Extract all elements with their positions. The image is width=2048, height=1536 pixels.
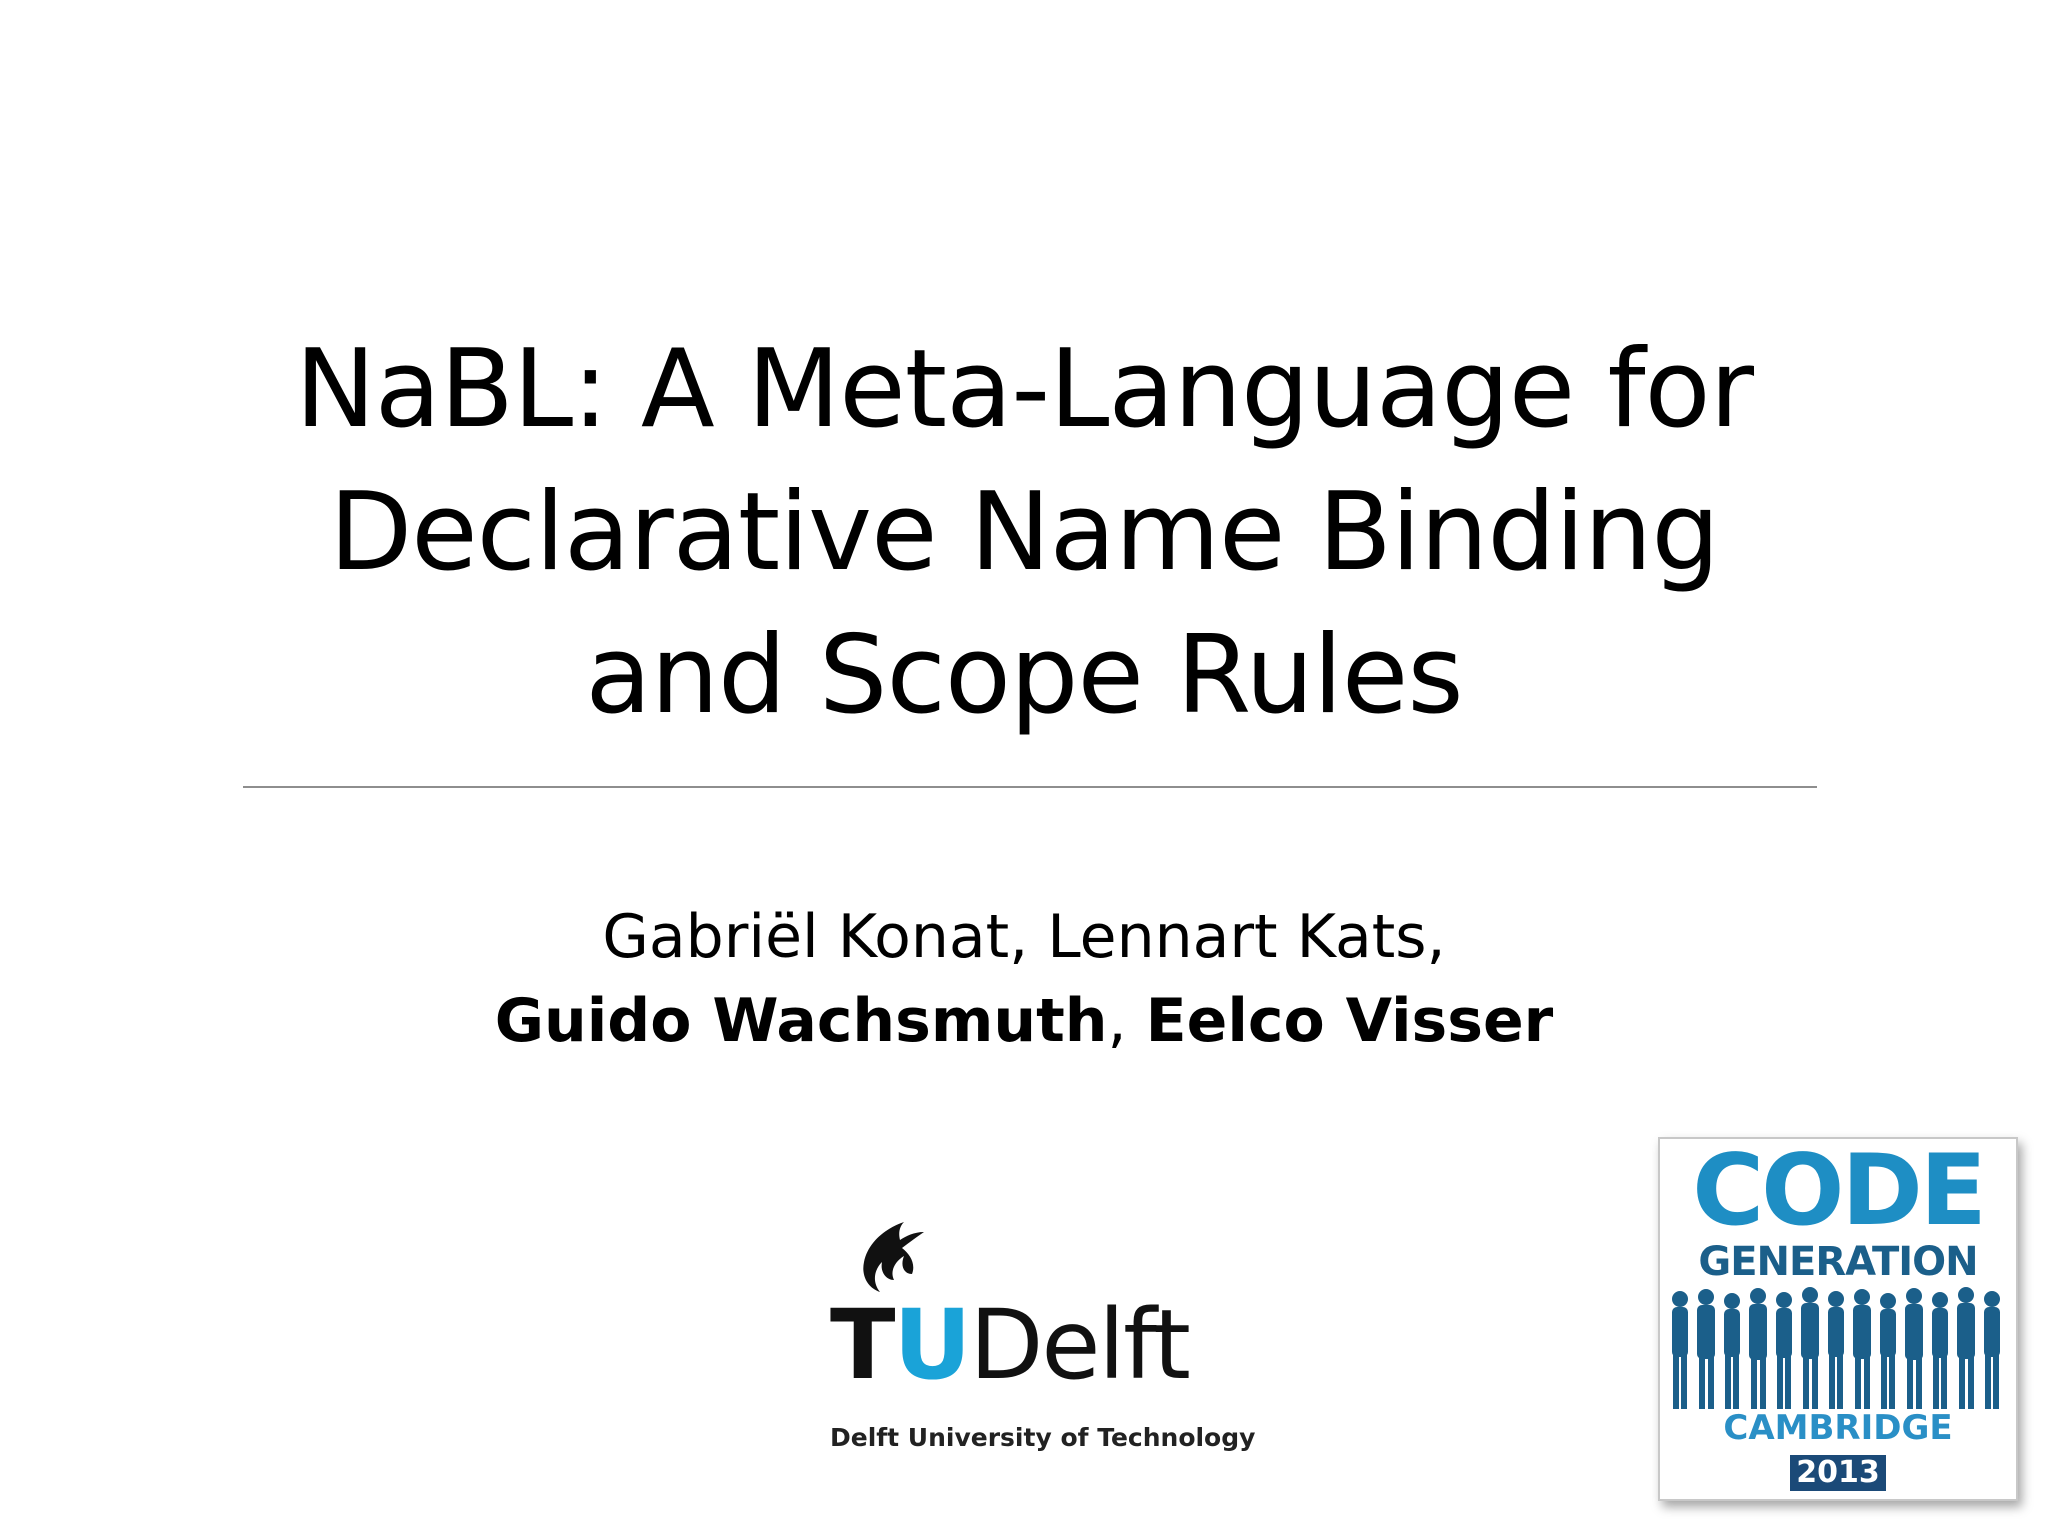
title-line-3: and Scope Rules	[585, 613, 1463, 738]
authors-line-2	[0, 979, 2048, 1063]
slide-title	[0, 318, 2048, 747]
tu-delft-wordmark	[830, 1290, 1189, 1400]
authors-line-1: Gabriël Konat, Lennart Kats,	[602, 902, 1446, 972]
badge-generation-text: GENERATION	[1698, 1239, 1978, 1285]
author-eelco-visser: Eelco Visser	[1145, 986, 1554, 1056]
badge-cambridge-text: CAMBRIDGE	[1723, 1408, 1953, 1448]
code-generation-badge	[1658, 1137, 2018, 1501]
tu-delft-logo	[826, 1218, 1266, 1468]
author-separator: ,	[1107, 986, 1146, 1056]
badge-year: 2013	[1790, 1455, 1886, 1491]
authors-block	[0, 895, 2048, 1063]
people-silhouettes-icon	[1666, 1287, 2010, 1411]
tu-delft-u: U	[893, 1289, 970, 1401]
flame-icon	[846, 1218, 926, 1298]
author-guido-wachsmuth: Guido Wachsmuth	[494, 986, 1108, 1056]
badge-code-text: CODE	[1692, 1137, 1984, 1248]
title-divider	[243, 786, 1817, 788]
title-line-1: NaBL: A Meta-Language for	[294, 327, 1754, 452]
tu-delft-t: T	[830, 1289, 894, 1401]
title-line-2: Declarative Name Binding	[329, 470, 1719, 595]
tu-delft-delft: Delft	[969, 1289, 1189, 1401]
tu-delft-subtitle: Delft University of Technology	[830, 1423, 1256, 1452]
